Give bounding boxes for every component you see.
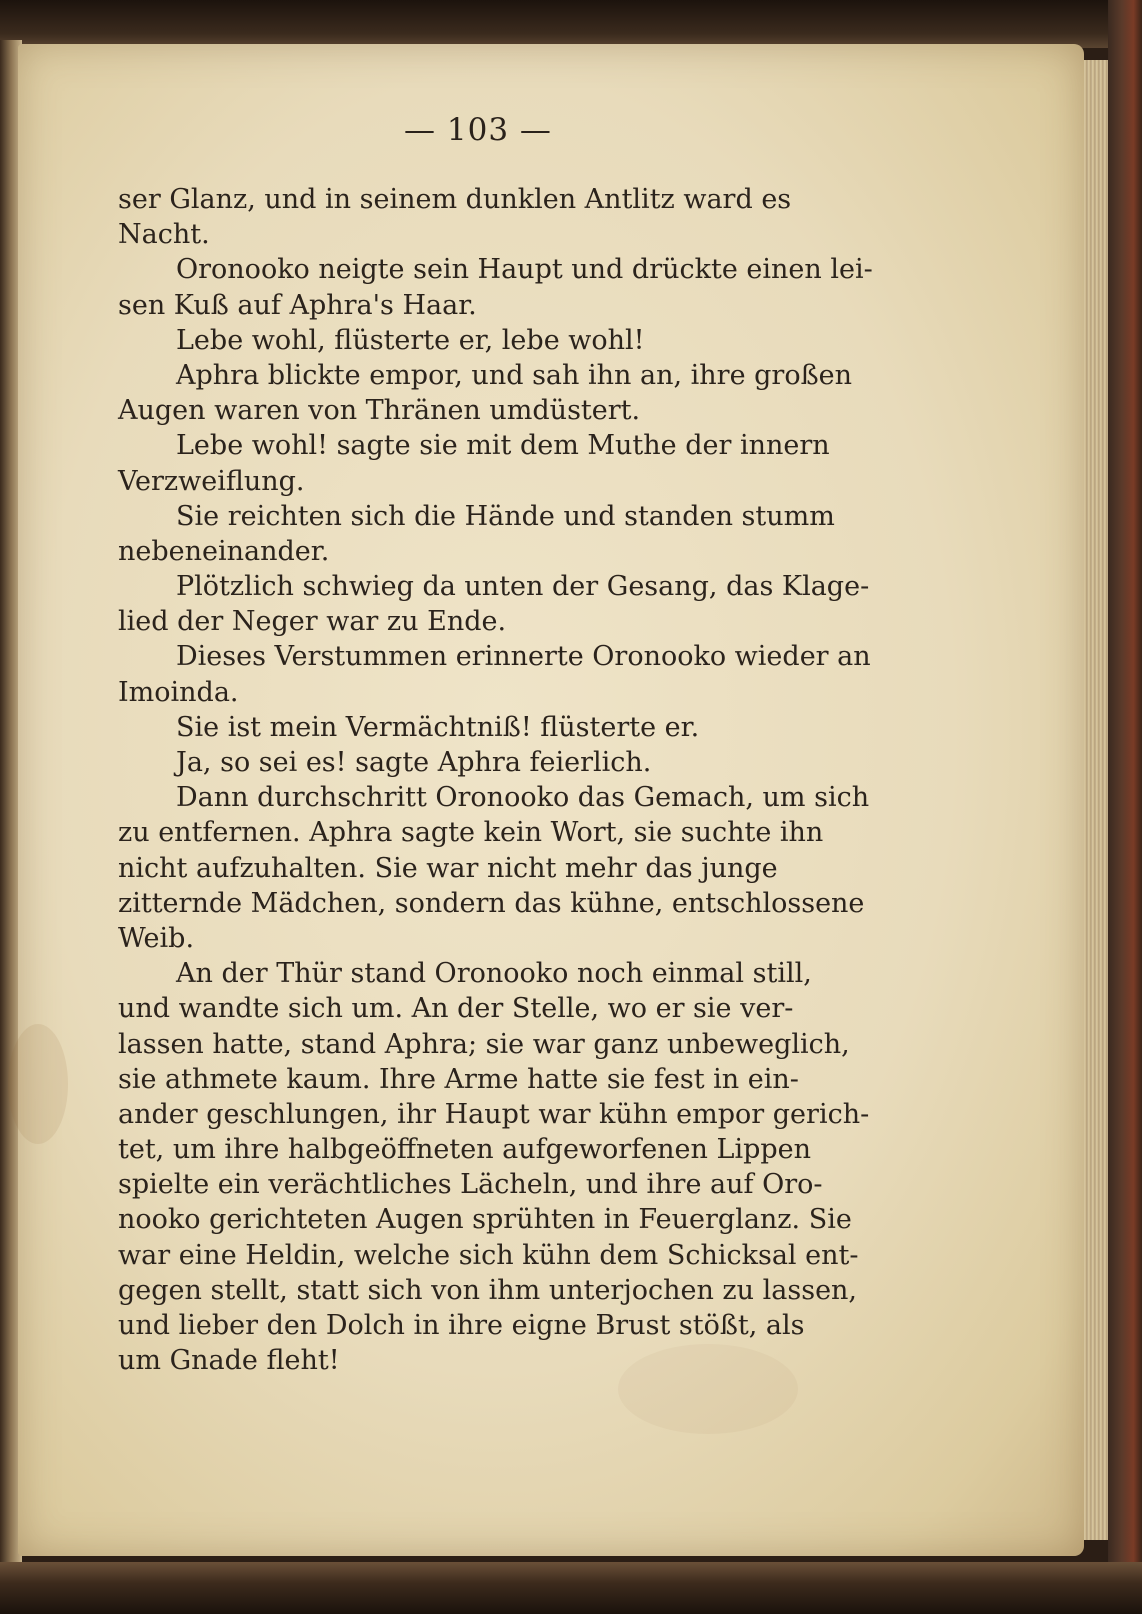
text-line: sen Kuß auf Aphra's Haar. xyxy=(118,289,477,321)
text-line: war eine Heldin, welche sich kühn dem Schicksal ent- xyxy=(118,1239,859,1271)
text-line: Lebe wohl! sagte sie mit dem Muthe der innern xyxy=(176,430,830,462)
text-line: ser Glanz, und in seinem dunklen Antlitz ward es xyxy=(118,184,792,215)
text-line: Sie ist mein Vermächtniß! flüsterte er. xyxy=(176,711,700,743)
text-line: Dieses Verstummen erinnerte Oronooko wieder an xyxy=(176,641,871,673)
text-line: lassen hatte, stand Aphra; sie war ganz unbeweglich, xyxy=(118,1028,850,1060)
text-line: Verzweiflung. xyxy=(118,465,305,497)
text-line: nooko gerichteten Augen sprühten in Feuerglanz. Sie xyxy=(118,1204,852,1236)
text-line: tet, um ihre halbgeöffneten aufgeworfenen Lippen xyxy=(118,1134,812,1166)
text-line: Imoinda. xyxy=(118,676,239,708)
page-edges xyxy=(1080,60,1110,1540)
book-cover-bottom-edge xyxy=(0,1562,1142,1614)
text-line: gegen stellt, statt sich von ihm unterjochen zu lassen, xyxy=(118,1274,858,1306)
text-line: Ja, so sei es! sagte Aphra feierlich. xyxy=(176,747,652,778)
text-line: sie athmete kaum. Ihre Arme hatte sie fest in ein- xyxy=(118,1063,799,1095)
text-line: Plötzlich schwieg da unten der Gesang, das Klage- xyxy=(176,571,870,603)
book-cover-right-edge xyxy=(1108,0,1142,1614)
text-line: Augen waren von Thränen umdüstert. xyxy=(118,395,641,427)
text-line: und wandte sich um. An der Stelle, wo er sie ver- xyxy=(118,993,794,1025)
text-line: Nacht. xyxy=(118,219,210,251)
book-page xyxy=(18,44,1084,1556)
text-line: um Gnade fleht! xyxy=(118,1345,340,1377)
text-line: und lieber den Dolch in ihre eigne Brust stößt, als xyxy=(118,1310,805,1341)
text-line: Aphra blickte empor, und sah ihn an, ihre großen xyxy=(176,359,852,391)
text-line: nebeneinander. xyxy=(118,535,330,567)
book-cover-top-edge xyxy=(0,0,1142,48)
text-line: nicht aufzuhalten. Sie war nicht mehr das junge xyxy=(118,852,778,884)
text-line: ander geschlungen, ihr Haupt war kühn empor gerich- xyxy=(118,1098,870,1130)
text-line: zitternde Mädchen, sondern das kühne, entschlossene xyxy=(118,887,865,919)
text-line: Dann durchschritt Oronooko das Gemach, um sich xyxy=(176,782,870,814)
page-number: — 103 — xyxy=(404,112,552,148)
text-line: Weib. xyxy=(118,922,195,954)
text-line: Oronooko neigte sein Haupt und drückte einen lei- xyxy=(176,254,873,286)
text-line: lied der Neger war zu Ende. xyxy=(118,606,507,638)
text-line: spielte ein verächtliches Lächeln, und ihre auf Oro- xyxy=(118,1169,823,1201)
text-line: Sie reichten sich die Hände und standen stumm xyxy=(176,500,835,532)
text-line: An der Thür stand Oronooko noch einmal still, xyxy=(176,958,812,990)
paper-stain xyxy=(8,1024,68,1144)
text-line: Lebe wohl, flüsterte er, lebe wohl! xyxy=(176,324,645,356)
page-text xyxy=(118,182,908,1378)
text-line: zu entfernen. Aphra sagte kein Wort, sie suchte ihn xyxy=(118,817,824,849)
